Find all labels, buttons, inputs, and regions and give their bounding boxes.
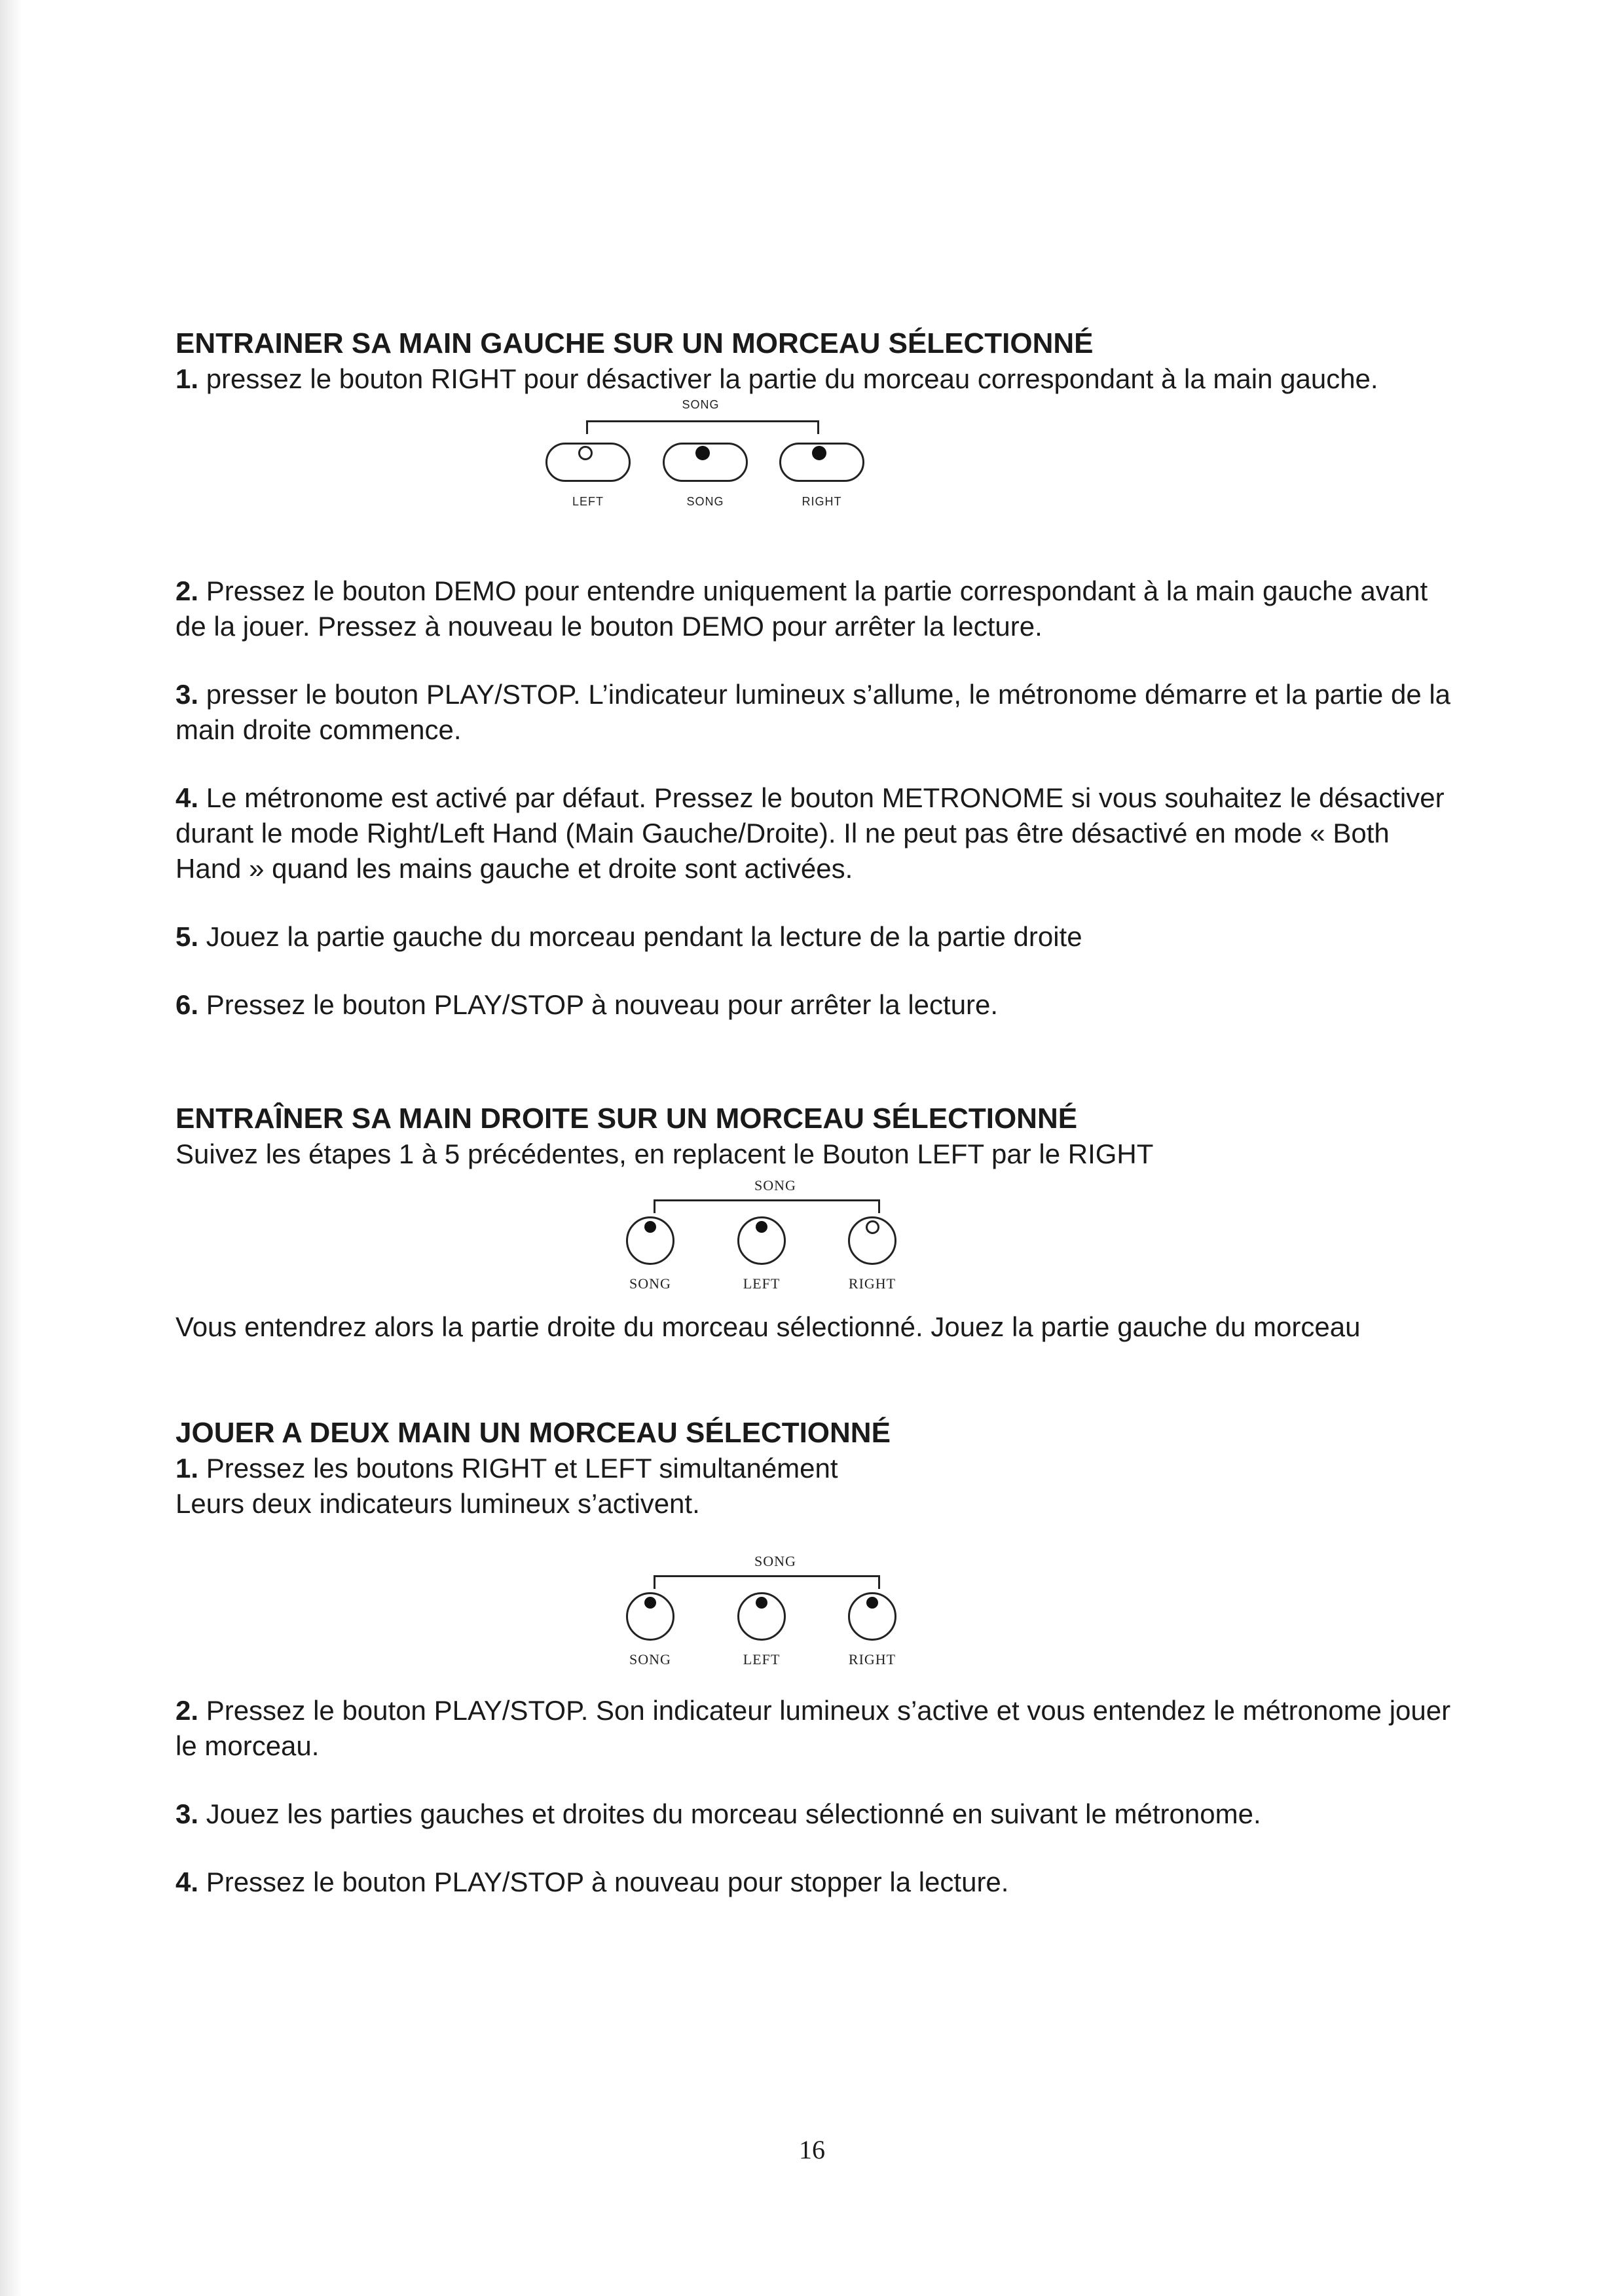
button-label-song: SONG	[686, 495, 724, 508]
song-bracket	[586, 420, 819, 434]
step-text: presser le bouton PLAY/STOP. L’indicateur lumineux s’allume, le métronome démarre et la partie de la main droite commence.	[175, 679, 1451, 745]
step-number: 2.	[175, 1695, 199, 1726]
right-button	[779, 443, 864, 482]
song-led-on-icon	[644, 1597, 656, 1609]
section-heading-left-hand: ENTRAINER SA MAIN GAUCHE SUR UN MORCEAU SÉLECTIONNÉ	[175, 327, 1094, 359]
step-6-left-hand	[175, 987, 1459, 1023]
button-label-song: SONG	[629, 1651, 671, 1667]
step-text: Jouez la partie gauche du morceau pendant la lecture de la partie droite	[198, 921, 1082, 952]
step-number: 4.	[175, 1867, 199, 1897]
left-led-on-icon	[756, 1221, 767, 1233]
bracket-label: SONG	[754, 1553, 796, 1569]
button-label-song: SONG	[629, 1275, 671, 1292]
scan-edge-shadow	[0, 0, 22, 2296]
step-number: 3.	[175, 1798, 199, 1829]
button-label-right: RIGHT	[802, 495, 842, 508]
step-2-left-hand	[175, 574, 1459, 644]
step-3-both-hands	[175, 1796, 1459, 1832]
left-button	[545, 443, 631, 482]
button-label-left: LEFT	[743, 1651, 781, 1667]
right-led-on-icon	[866, 1597, 878, 1609]
step-1-both-hands-line2: Leurs deux indicateurs lumineux s’activent.	[175, 1488, 700, 1519]
section-heading-both-hands: JOUER A DEUX MAIN UN MORCEAU SÉLECTIONNÉ	[175, 1417, 891, 1449]
right-led-on-icon	[812, 446, 826, 460]
step-text: Pressez le bouton PLAY/STOP. Son indicateur lumineux s’active et vous entendez le métronome jouer le morceau.	[175, 1695, 1451, 1761]
section-heading-right-hand: ENTRAÎNER SA MAIN DROITE SUR UN MORCEAU SÉLECTIONNÉ	[175, 1102, 1078, 1135]
song-led-on-icon	[644, 1221, 656, 1233]
step-number: 1.	[175, 1453, 199, 1484]
bracket-label: SONG	[682, 398, 720, 411]
song-button	[663, 443, 748, 482]
button-diagram-both-hands	[175, 1522, 1459, 1685]
left-led-on-icon	[756, 1597, 767, 1609]
step-number: 2.	[175, 575, 199, 606]
song-led-on-icon	[695, 446, 710, 460]
step-text: Pressez le bouton PLAY/STOP à nouveau pour arrêter la lecture.	[198, 989, 999, 1020]
button-label-right: RIGHT	[848, 1275, 896, 1292]
step-text: Pressez le bouton DEMO pour entendre uniquement la partie correspondant à la main gauche avant de la jouer. Pressez à nouveau le bouton DEMO pour arrêter la lecture.	[175, 575, 1428, 642]
button-diagram-left-hand	[175, 397, 1459, 534]
step-2-both-hands	[175, 1693, 1459, 1764]
button-label-right: RIGHT	[848, 1651, 896, 1667]
right-button	[848, 1216, 896, 1265]
step-number: 5.	[175, 921, 199, 952]
step-4-left-hand	[175, 780, 1459, 886]
song-button	[626, 1592, 674, 1641]
step-1-left-hand	[175, 361, 1459, 397]
step-5-left-hand	[175, 919, 1459, 955]
button-label-left: LEFT	[572, 495, 604, 508]
right-button	[848, 1592, 896, 1641]
step-text: Jouez les parties gauches et droites du morceau sélectionné en suivant le métronome.	[198, 1798, 1261, 1829]
step-1-both-hands	[175, 1451, 1459, 1486]
step-text: Pressez les boutons RIGHT et LEFT simultanément	[198, 1453, 838, 1484]
right-led-off-icon	[866, 1220, 879, 1234]
left-button	[737, 1592, 786, 1641]
bracket-label: SONG	[754, 1177, 796, 1194]
step-3-left-hand	[175, 677, 1459, 748]
song-bracket	[654, 1575, 880, 1589]
step-number: 1.	[175, 363, 199, 394]
manual-page-content	[175, 326, 1459, 1900]
step-text: Le métronome est activé par défaut. Pressez le bouton METRONOME si vous souhaitez le désactiver durant le mode Right/Left Hand (Main Gauche/Droite). Il ne peut pas être désactivé en mode « Both Hand » quand les mains gauche et droite sont activées.	[175, 782, 1445, 884]
song-button	[626, 1216, 674, 1265]
button-diagram-right-hand	[175, 1172, 1459, 1309]
left-button	[737, 1216, 786, 1265]
right-hand-outro: Vous entendrez alors la partie droite du morceau sélectionné. Jouez la partie gauche du morceau	[175, 1311, 1361, 1342]
step-number: 4.	[175, 782, 199, 813]
page-number: 16	[799, 2135, 825, 2164]
button-label-left: LEFT	[743, 1275, 781, 1292]
step-number: 3.	[175, 679, 199, 710]
song-bracket	[654, 1199, 880, 1213]
left-led-off-icon	[578, 446, 593, 460]
step-text: Pressez le bouton PLAY/STOP à nouveau pour stopper la lecture.	[198, 1867, 1009, 1897]
step-text: pressez le bouton RIGHT pour désactiver la partie du morceau correspondant à la main gauche.	[198, 363, 1378, 394]
right-hand-intro: Suivez les étapes 1 à 5 précédentes, en replacent le Bouton LEFT par le RIGHT	[175, 1139, 1154, 1169]
step-number: 6.	[175, 989, 199, 1020]
step-4-both-hands	[175, 1865, 1459, 1900]
